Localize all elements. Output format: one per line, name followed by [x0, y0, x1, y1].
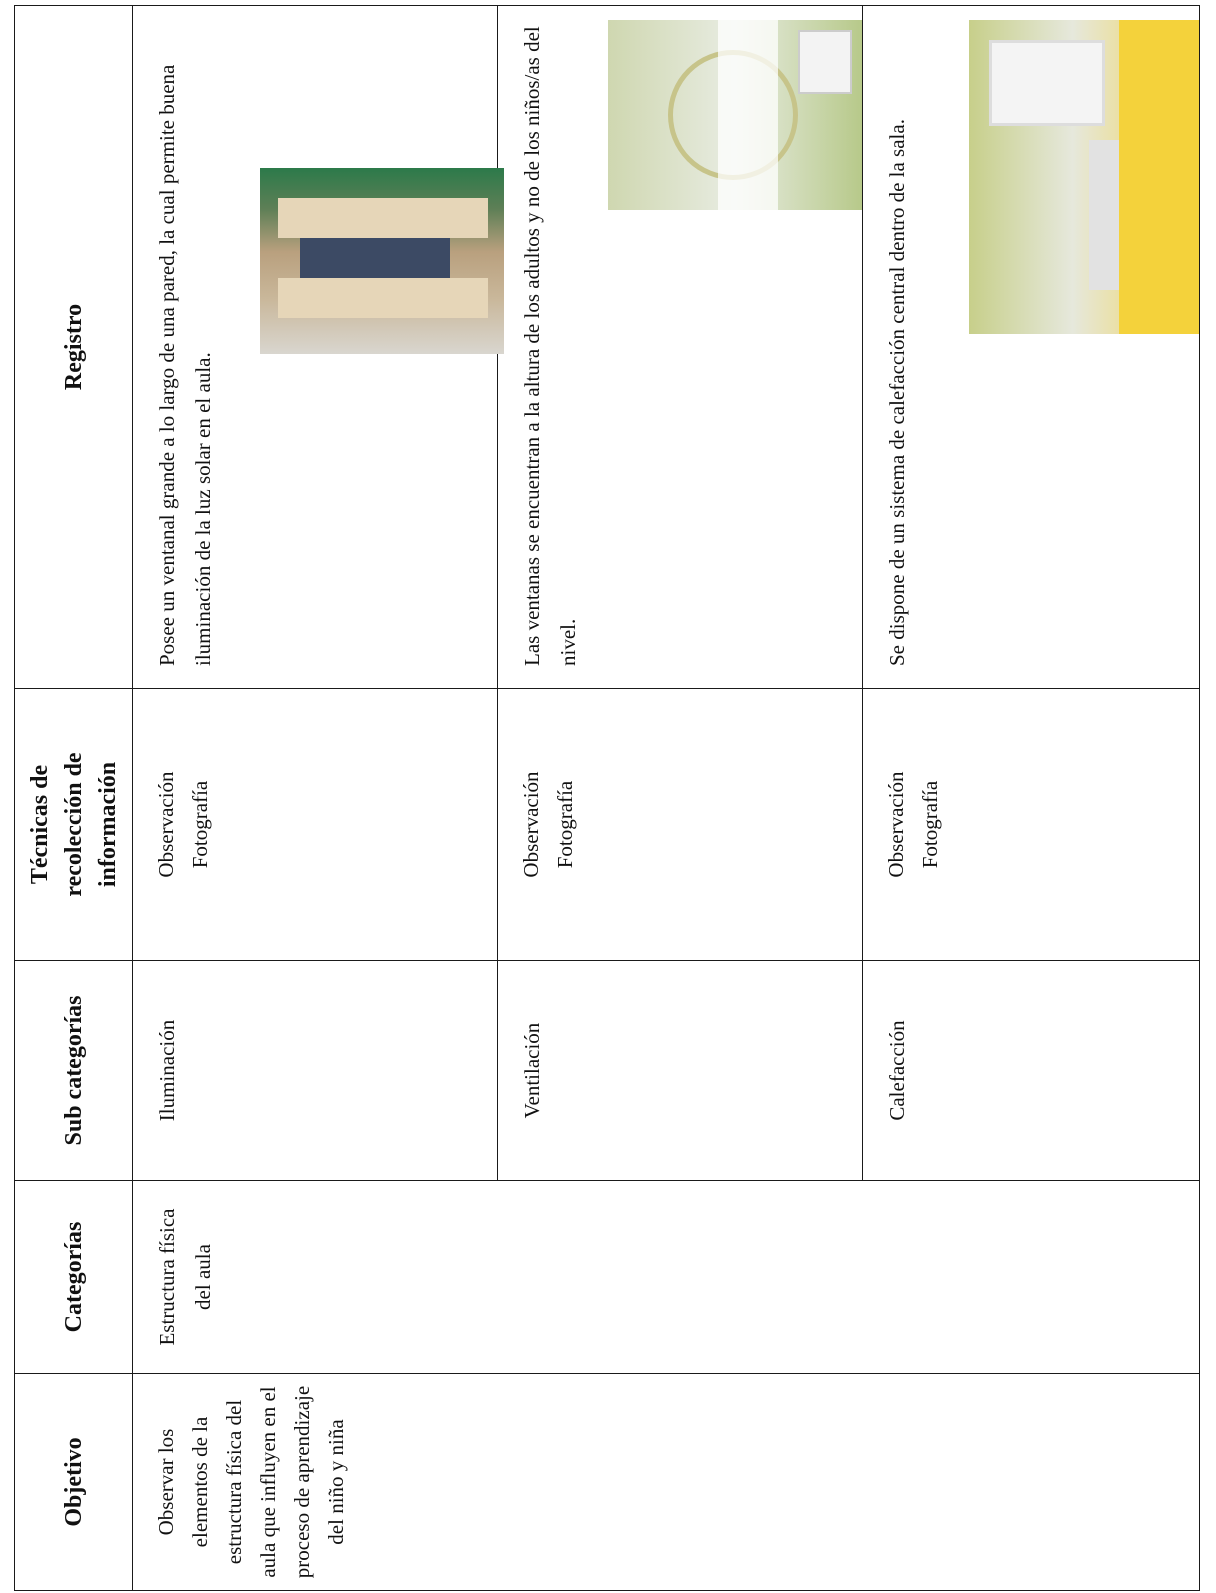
header-tecnicas: Técnicas de recolección de información [15, 689, 133, 961]
categoria-text: Estructura física del aula [155, 1208, 215, 1346]
header-registro: Registro [15, 6, 133, 689]
tecnica-fotografia: Fotografía [188, 780, 212, 869]
window [798, 30, 852, 94]
subcategoria-cell [863, 961, 1200, 1181]
objetivo-cell [133, 1374, 1200, 1591]
tecnica-fotografia: Fotografía [918, 780, 942, 869]
crib-rail [278, 198, 488, 238]
tecnica-fotografia: Fotografía [553, 780, 577, 869]
crib-mattress [300, 238, 450, 278]
header-categorias: Categorías [15, 1181, 133, 1374]
tecnica-observacion: Observación [884, 771, 908, 878]
header-subcategorias: Sub categorías [15, 961, 133, 1181]
categoria-cell [133, 1181, 1200, 1374]
crib-photo [260, 168, 504, 354]
subcategoria-cell [133, 961, 498, 1181]
veil [718, 20, 778, 210]
subcategoria-text: Calefacción [885, 1020, 909, 1121]
header-row [15, 6, 133, 1591]
yellow-mat [1119, 20, 1199, 334]
header-objetivo: Objetivo [15, 1374, 133, 1591]
window-mobile-photo [608, 20, 862, 210]
crib-rail [278, 278, 488, 318]
window [989, 40, 1105, 126]
tecnica-cell [498, 689, 863, 961]
registro-text: Las ventanas se encuentran a la altura de los adultos y no de los niños/as del nivel. [520, 26, 580, 666]
subcategoria-text: Ventilación [520, 1022, 544, 1119]
objetivo-text: Observar los elementos de la estructura física del aula que influyen en el proceso de aprendizaje del niño y niña [154, 1385, 348, 1579]
subcategoria-cell [498, 961, 863, 1181]
registro-text: Posee un ventanal grande a lo largo de una pared, la cual permite buena iluminación de la luz solar en el aula. [155, 64, 215, 666]
classroom-heater-photo [969, 20, 1199, 334]
tecnica-observacion: Observación [154, 771, 178, 878]
tecnica-cell [133, 689, 498, 961]
subcategoria-text: Iluminación [155, 1019, 179, 1122]
tecnica-cell [863, 689, 1200, 961]
radiator [1089, 140, 1119, 290]
registro-text: Se dispone de un sistema de calefacción central dentro de la sala. [885, 119, 909, 666]
tecnica-observacion: Observación [519, 771, 543, 878]
